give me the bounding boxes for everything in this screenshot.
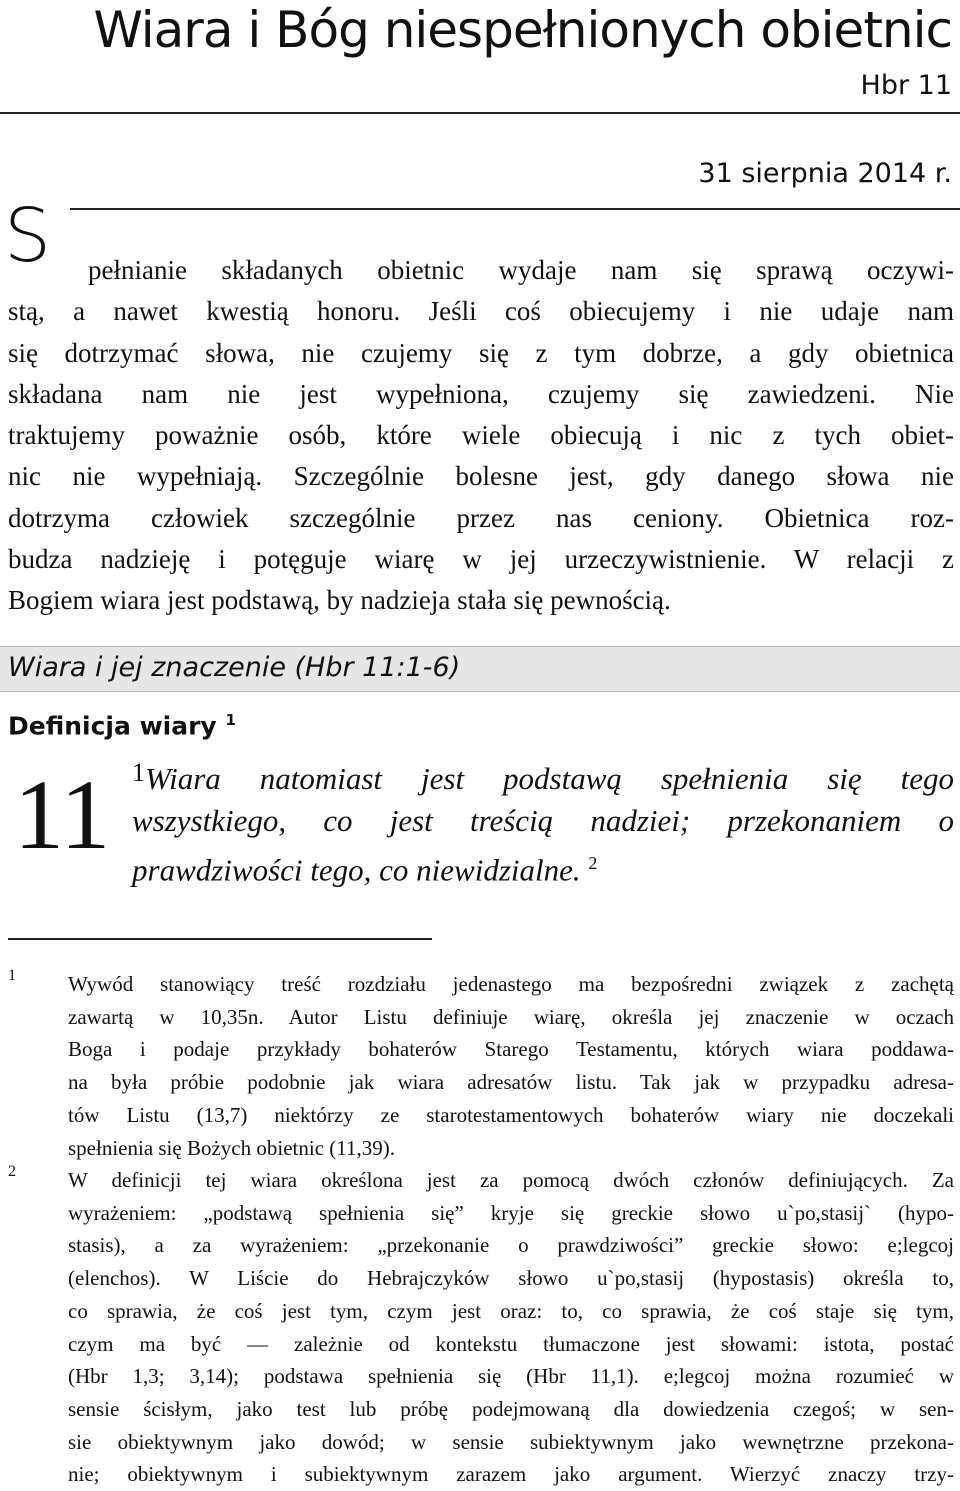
footnote-line: (elenchos). W Liście do Hebrajczyków słowo u`po,stasij (hypostasis) określa to, (68, 1266, 954, 1291)
title-divider (0, 112, 960, 114)
footnote-line: sensie ścisłym, jako test lub próbę podejmowaną dla dowiedzenia czegoś; w sen- (68, 1396, 954, 1421)
intro-line: się dotrzymać słowa, nie czujemy się z tym dobrze, a gdy obietnica (8, 337, 954, 368)
date-divider (70, 208, 960, 210)
footnote-line: sie obiektywnym jako dowód; w sensie subiektywnym jako wewnętrzne przekona- (68, 1429, 954, 1454)
intro-line: stą, a nawet kwestią honoru. Jeśli coś obiecujemy i nie udaje nam (8, 296, 954, 327)
footnote-line: zawartą w 10,35n. Autor Listu definiuje wiarę, określa jej znaczenie w oczach (68, 1004, 954, 1029)
footnote-line: czym ma być — zależnie od kontekstu tłumaczone jest słowami: istota, postać (68, 1331, 954, 1356)
footnote-line: W definicji tej wiara określona jest za pomocą dwóch członów definiujących. Za (68, 1168, 954, 1192)
intro-line: składana nam nie jest wypełniona, czujemy się zawiedzeni. Nie (8, 378, 954, 409)
verse-text: prawdziwości tego, co niewidzialne. (132, 852, 581, 888)
footnote-line: nie; obiektywnym i subiektywnym zarazem jako argument. Wierzyć znaczy trzy- (68, 1462, 954, 1487)
footnote-line: stasis), a za wyrażeniem: „przekonanie o prawdziwości” greckie słowo: e;legcoj (68, 1233, 954, 1258)
drop-cap: S (4, 193, 51, 279)
section-heading: Wiara i jej znaczenie (Hbr 11:1-6) (8, 652, 461, 683)
footnote-text (68, 1164, 954, 1491)
intro-line: dotrzyma człowiek szczególnie przez nas ceniony. Obietnica roz- (8, 502, 954, 533)
footnote-number: 2 (8, 1163, 16, 1180)
intro-line: budza nadzieję i potęguje wiarę w jej urzeczywistnienie. W relacji z (8, 544, 954, 575)
footnote-divider (8, 938, 432, 940)
chapter-number: 11 (14, 759, 111, 870)
footnote-line: Boga i podaje przykłady bohaterów Starego Testamentu, których wiara poddawa- (68, 1037, 954, 1062)
footnote-number: 1 (8, 967, 16, 984)
footnote-line: spełnienia się Bożych obietnic (11,39). (68, 1135, 395, 1160)
footnote-line: wyrażeniem: „podstawą spełnienia się” kryje się greckie słowo u`po,stasij` (hypo- (68, 1200, 954, 1225)
footnote-text (68, 968, 954, 1164)
footnote-line: tów Listu (13,7) niektórzy ze starotestamentowych bohaterów wiary nie doczekali (68, 1102, 954, 1127)
verse-text: Wiara natomiast jest podstawą spełnienia się tego (145, 761, 954, 796)
intro-line: Bogiem wiara jest podstawą, by nadzieja stała się pewnością. (8, 585, 671, 616)
page-title: Wiara i Bóg niespełnionych obietnic (93, 1, 952, 59)
bible-verse (132, 752, 954, 891)
verse-line: wszystkiego, co jest treścią nadziei; przekonaniem o (132, 803, 954, 838)
footnote-line: na była próbie podobnie jak wiara adresatów listu. Tak jak w przypadku adresa- (68, 1070, 954, 1095)
sermon-date: 31 sierpnia 2014 r. (698, 158, 952, 189)
footnote-line: Wywód stanowiący treść rozdziału jedenastego ma bezpośredni związek z zachętą (68, 972, 954, 996)
intro-line: nic nie wypełniają. Szczególnie bolesne jest, gdy danego słowa nie (8, 461, 954, 492)
page-subtitle: Hbr 11 (860, 70, 952, 101)
intro-line: pełnianie składanych obietnic wydaje nam się sprawą oczywi- (88, 255, 954, 285)
verse-number: 1 (132, 758, 145, 787)
footnote-ref: 1 (225, 711, 236, 729)
intro-paragraph (8, 250, 954, 622)
footnote-ref: 2 (588, 853, 598, 873)
verse-line (132, 842, 954, 891)
intro-line: traktujemy poważnie osób, które wiele obiecują i nic z tych obiet- (8, 420, 954, 451)
footnote-line: co sprawia, że coś jest tym, czym jest oraz: to, co sprawia, że coś staje się tym, (68, 1298, 954, 1323)
subsection-title: Definicja wiary (8, 711, 217, 741)
verse-line (132, 752, 954, 800)
subsection-heading (8, 702, 236, 744)
footnote-line: (Hbr 1,3; 3,14); podstawa spełnienia się (Hbr 11,1). e;legcoj można rozumieć w (68, 1364, 954, 1389)
